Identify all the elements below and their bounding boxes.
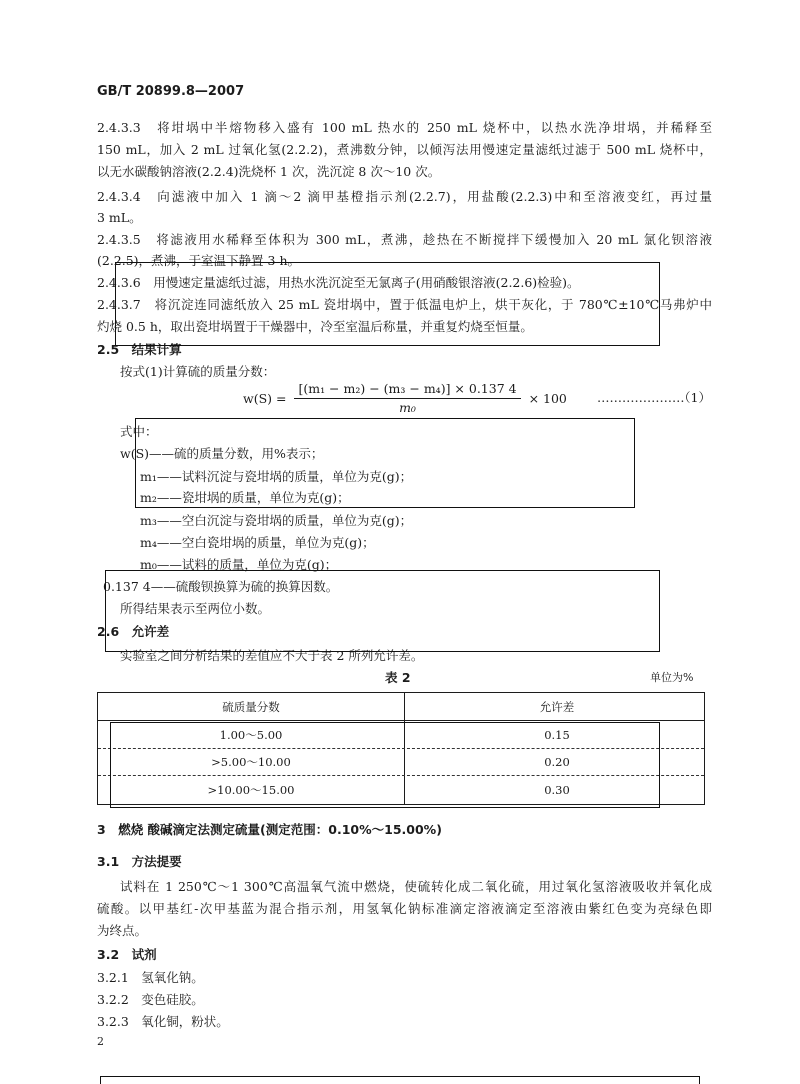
where-item: m₀——试料的质量，单位为克(g)； xyxy=(140,557,338,572)
page-number: 2 xyxy=(97,1035,104,1048)
table-header-cell: 硫质量分数 xyxy=(222,700,280,714)
formula-number: （1） xyxy=(678,390,711,405)
formula-numerator: [(m₁ − m₂) − (m₃ − m₄)] × 0.137 4 xyxy=(294,381,520,399)
table-caption: 表 2 xyxy=(385,670,411,685)
para-2-4-3-3-line-3: 以无水碳酸钠溶液(2.2.4)洗烧杯 1 次，洗沉淀 8 次～10 次。 xyxy=(97,164,441,179)
para-3-1-line-1: 试料在 1 250℃～1 300℃高温氧气流中燃烧，使硫转化成二氧化硫，用过氧化氢溶液吸收并氧化成 xyxy=(120,879,712,894)
formula-fraction xyxy=(294,381,520,416)
where-item: 0.137 4——硫酸钡换算为硫的换算因数。 xyxy=(103,579,339,594)
table-cell: >5.00～10.00 xyxy=(211,755,291,769)
table-cell: 0.20 xyxy=(544,755,570,769)
para-3-1-line-3: 为终点。 xyxy=(97,923,148,938)
para-2-4-3-5-line-2: (2.2.5)，煮沸，于室温下静置 3 h。 xyxy=(97,253,301,268)
para-2-4-3-5-line-1: 2.4.3.5 将滤液用水稀释至体积为 300 mL，煮沸，趁热在不断搅拌下缓慢加入 20 mL 氯化钡溶液 xyxy=(97,232,712,247)
table-unit: 单位为% xyxy=(650,671,694,684)
table-header-divider xyxy=(98,720,704,721)
table-cell: 1.00～5.00 xyxy=(219,728,283,742)
para-2-6: 实验室之间分析结果的差值应不大于表 2 所列允许差。 xyxy=(120,648,424,663)
where-item: m₃——空白沉淀与瓷坩埚的质量，单位为克(g)； xyxy=(140,513,413,528)
table-cell: 0.30 xyxy=(544,783,570,797)
para-3-1-line-2: 硫酸。以甲基红-次甲基蓝为混合指示剂，用氢氧化钠标准滴定溶液滴定至溶液由紫红色变为亮绿色即 xyxy=(97,901,712,916)
annotation-box xyxy=(100,1076,700,1084)
formula-denominator: m₀ xyxy=(399,400,416,415)
para-2-5-intro: 按式(1)计算硫的质量分数： xyxy=(120,364,276,379)
where-item: m₂——瓷坩埚的质量，单位为克(g)； xyxy=(140,490,350,505)
where-item: m₁——试料沉淀与瓷坩埚的质量，单位为克(g)； xyxy=(140,469,413,484)
reagent-item: 3.2.1 氢氧化钠。 xyxy=(97,970,204,985)
formula-lhs: w(S) = xyxy=(243,390,287,406)
heading-3-2: 3.2 试剂 xyxy=(97,947,157,962)
annotation-box xyxy=(105,570,660,652)
reagent-item: 3.2.2 变色硅胶。 xyxy=(97,992,204,1007)
table-header-cell: 允许差 xyxy=(539,700,575,714)
para-2-4-3-3-line-1: 2.4.3.3 将坩埚中半熔物移入盛有 100 mL 热水的 250 mL 烧杯中，以热水洗净坩埚，并稀释至 xyxy=(97,120,712,135)
para-2-4-3-7-line-1: 2.4.3.7 将沉淀连同滤纸放入 25 mL 瓷坩埚中，置于低温电炉上，烘干灰化，于 780℃±10℃马弗炉中 xyxy=(97,297,712,312)
annotation-box xyxy=(135,418,635,508)
annotation-box xyxy=(110,722,660,808)
heading-2-6: 2.6 允许差 xyxy=(97,624,170,639)
heading-3-1: 3.1 方法提要 xyxy=(97,854,182,869)
table-cell: >10.00～15.00 xyxy=(207,783,295,797)
para-2-4-3-3-line-2: 150 mL，加入 2 mL 过氧化氢(2.2.2)，煮沸数分钟，以倾泻法用慢速定量滤纸过滤于 500 mL 烧杯中， xyxy=(97,142,712,157)
reagent-item: 3.2.3 氧化铜，粉状。 xyxy=(97,1014,229,1029)
formula-leader: ………………… xyxy=(597,390,685,405)
where-item: m₄——空白瓷坩埚的质量，单位为克(g)； xyxy=(140,535,375,550)
para-2-4-3-4-line-1: 2.4.3.4 向滤液中加入 1 滴～2 滴甲基橙指示剂(2.2.7)，用盐酸(2.2.3)中和至溶液变红，再过量 xyxy=(97,189,712,204)
where-label: 式中： xyxy=(120,424,158,439)
formula-factor: × 100 xyxy=(528,390,567,406)
result-note: 所得结果表示至两位小数。 xyxy=(120,601,271,616)
heading-2-5: 2.5 结果计算 xyxy=(97,342,182,357)
para-2-4-3-6-line-1: 2.4.3.6 用慢速定量滤纸过滤，用热水洗沉淀至无氯离子(用硝酸银溶液(2.2.6)检验)。 xyxy=(97,275,580,290)
annotation-box xyxy=(115,262,660,346)
formula-1 xyxy=(243,381,567,416)
standard-code: GB/T 20899.8—2007 xyxy=(97,84,245,99)
where-item: w(S)——硫的质量分数，用%表示； xyxy=(120,446,324,461)
para-2-4-3-7-line-2: 灼烧 0.5 h，取出瓷坩埚置于干燥器中，冷至室温后称量，并重复灼烧至恒量。 xyxy=(97,319,533,334)
heading-3: 3 燃烧 酸碱滴定法测定硫量(测定范围：0.10%～15.00%) xyxy=(97,822,442,837)
table-cell: 0.15 xyxy=(544,728,570,742)
para-2-4-3-4-line-2: 3 mL。 xyxy=(97,210,142,225)
